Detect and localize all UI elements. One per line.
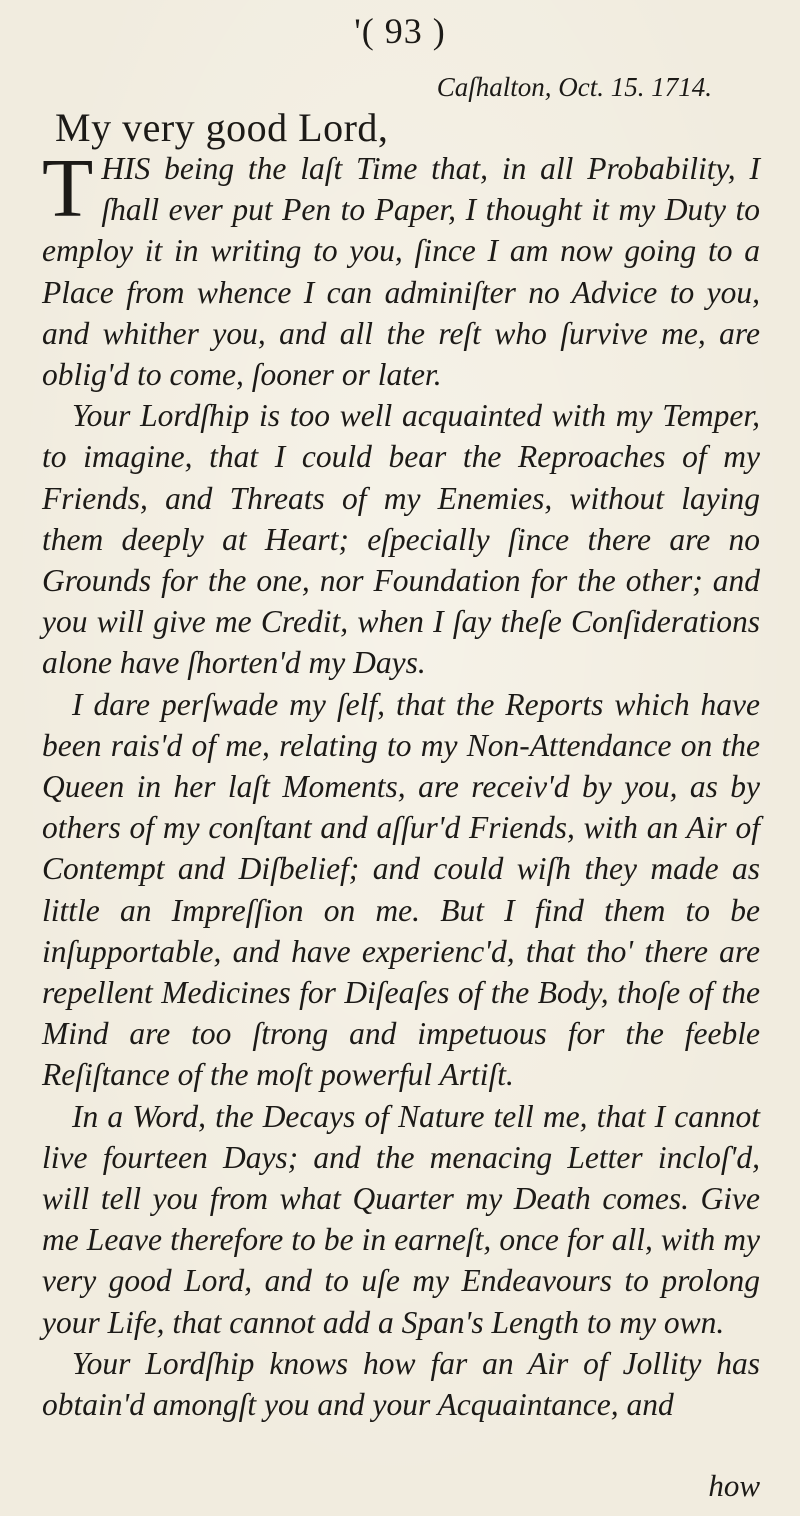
paragraph: In a Word, the Decays of Nature tell me, that I cannot live fourteen Days; and the menacing Letter incloſ'd, will tell you from what Quarter my Death comes. Give me Leave therefore to be in earneſt, once for all, with my very good Lord, and to uſe my Endeavours to prolong your Life, that cannot add a Span's Length to my own. (42, 1098, 760, 1340)
paragraph-text: HIS being the laſt Time that, in all Probability, I ſhall ever put Pen to Paper, I thought it my Duty to employ it in writing to you, ſince I am now going to a Place from whence I can adminiſter no Advice to you, and whither you, and all the reſt who ſurvive me, are oblig'd to come, ſooner or later. (42, 151, 760, 393)
dateline: Caſhalton, Oct. 15. 1714. (436, 72, 712, 102)
letter-body (42, 142, 760, 1425)
paragraph: Your Lordſhip is too well acquainted with my Temper, to imagine, that I could bear the Reproaches of my Friends, and Threats of my Enemies, without laying them deeply at Heart; eſpecially ſince there are no Grounds for the one, nor Foundation for the other; and you will give me Credit, when I ſay theſe Conſiderations alone have ſhorten'd my Days. (42, 398, 760, 681)
drop-cap: T (42, 142, 94, 235)
paragraph: I dare perſwade my ſelf, that the Reports which have been rais'd of me, relating to my Non-Attendance on the Queen in her laſt Moments, are receiv'd by you, as by others of my conſtant and aſſur'd Friends, with an Air of Contempt and Diſbelief; and could wiſh they made as little an Impreſſion on me. But I find them to be inſupportable, and have experienc'd, that tho' there are repellent Medicines for Diſeaſes of the Body, thoſe of the Mind are too ſtrong and impetuous for the feeble Reſiſtance of the moſt powerful Artiſt. (42, 686, 760, 1093)
page-number: '( 93 ) (354, 11, 446, 51)
catchword: how (708, 1468, 760, 1503)
salutation: My very good Lord, (55, 105, 389, 150)
paragraph (42, 142, 760, 395)
paragraph: Your Lordſhip knows how far an Air of Jollity has obtain'd amongſt you and your Acquaintance, and (42, 1345, 760, 1423)
